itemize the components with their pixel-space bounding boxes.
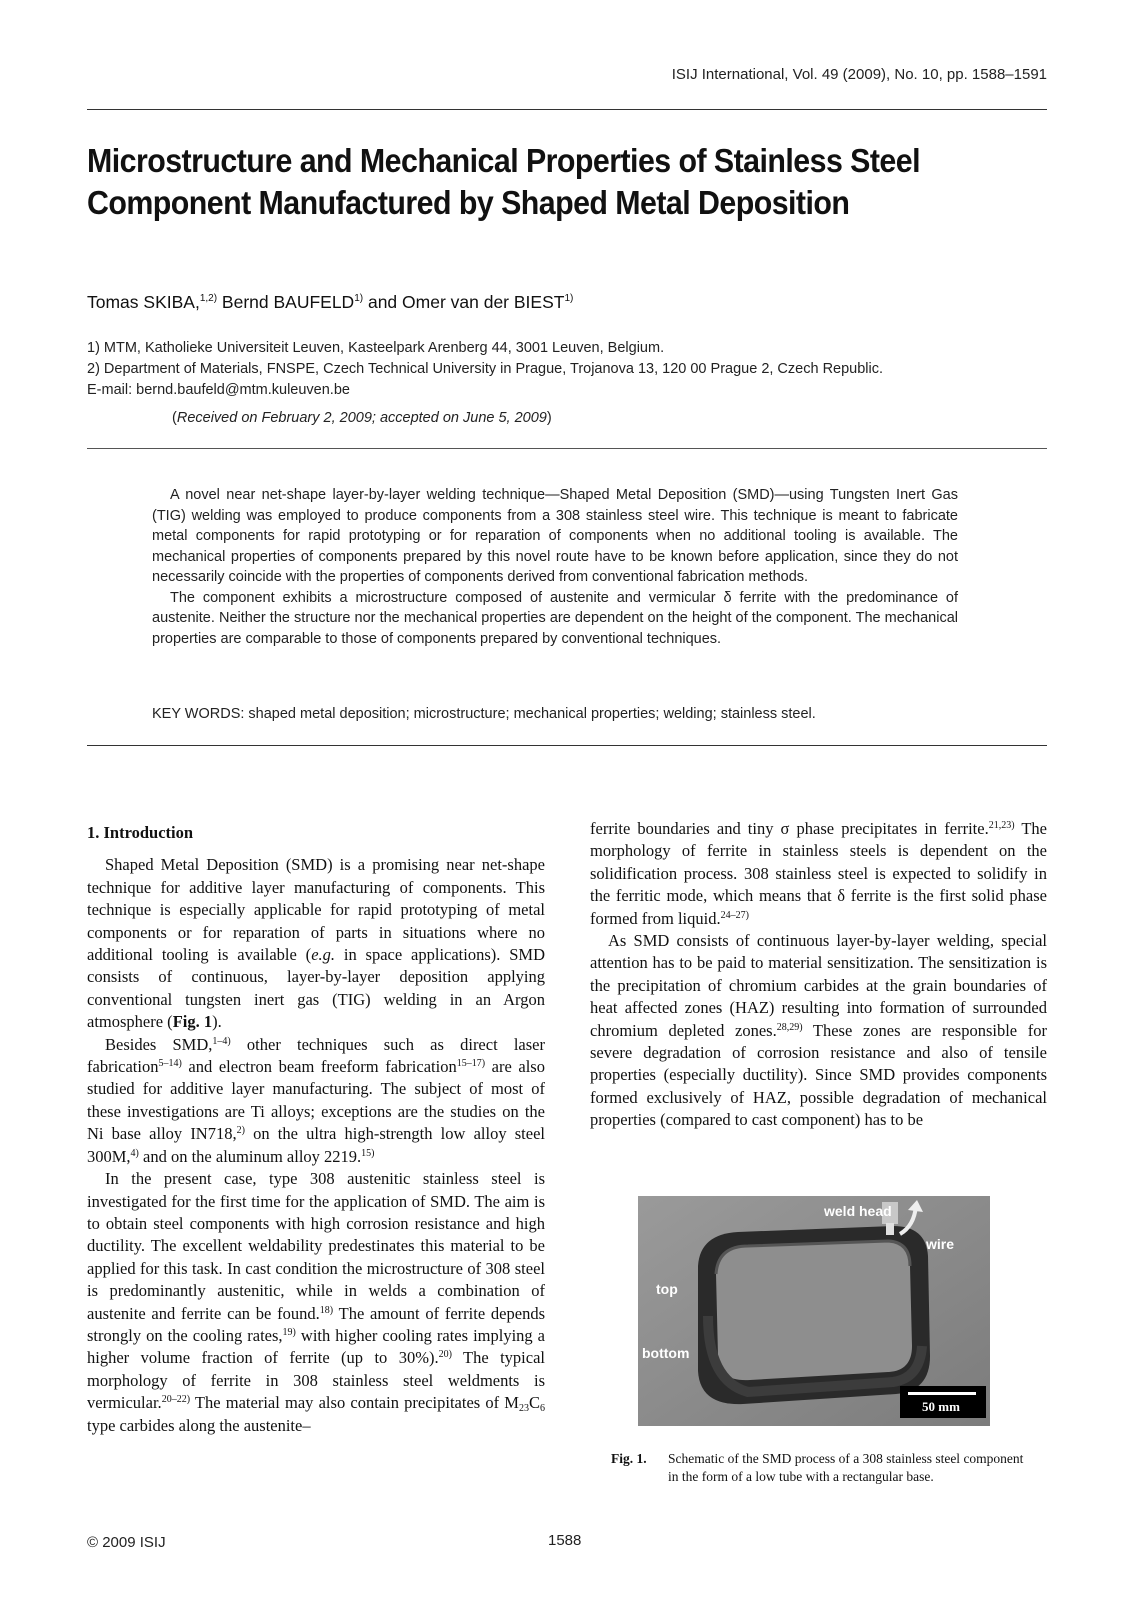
citation-ref: 15–17): [456, 1058, 486, 1070]
abstract-bottom-rule: [87, 745, 1047, 746]
citation-ref: 20–22): [161, 1394, 191, 1406]
citation-ref: 5–14): [158, 1058, 182, 1070]
intro-paragraph-3: [87, 1168, 545, 1437]
text-run: are also studied for additive layer manufacturing. The subject of most of these investigations are Ti alloys; exceptions are the studies on the Ni base alloy IN718,: [87, 1057, 545, 1144]
figure-reference: Fig. 1: [172, 1012, 213, 1032]
right-column: [590, 818, 1047, 1132]
label-wire: wire: [926, 1236, 955, 1252]
title-line-2: Component Manufactured by Shaped Metal Deposition: [87, 184, 850, 221]
text-run: other techniques such as direct laser fabrication: [87, 1034, 545, 1077]
author-3: and Omer van der BIEST: [363, 292, 565, 312]
author-3-affil: 1): [564, 293, 574, 304]
copyright-notice: © 2009 ISIJ: [87, 1534, 166, 1551]
affiliation-2: 2) Department of Materials, FNSPE, Czech Technical University in Prague, Trojanova 13, 120 00 Prague 2, Czech Republic.: [87, 361, 884, 377]
citation-ref: 28,29): [776, 1021, 803, 1033]
text-run: and electron beam freeform fabrication: [181, 1057, 457, 1077]
text-run: Besides SMD,: [105, 1034, 213, 1054]
abstract-paragraph-1: A novel near net-shape layer-by-layer welding technique—Shaped Metal Deposition (SMD)—using Tungsten Inert Gas (TIG) welding was employed to produce components from a 308 stainless steel wire. This technique is meant to fabricate metal components for rapid prototyping or for reparation of components when no additional tooling is available. The mechanical properties of components prepared by this novel route have to be known before application, since they do not necessarily coincide with the properties of components derived from conventional fabrication methods.: [152, 487, 958, 585]
journal-citation: ISIJ International, Vol. 49 (2009), No. 10, pp. 1588–1591: [671, 66, 1047, 83]
text-run: C: [528, 1393, 540, 1413]
right-paragraph-2: [590, 930, 1047, 1132]
text-run: on the ultra high-strength low alloy steel 300M,: [87, 1124, 545, 1166]
title-line-1: Microstructure and Mechanical Properties of Stainless Steel: [87, 142, 920, 179]
tube-inner-floor: [716, 1241, 912, 1380]
affiliations: [87, 338, 1045, 401]
text-run-italic: e.g.: [311, 945, 336, 965]
text-run: ferrite boundaries and tiny σ phase precipitates in ferrite.: [590, 819, 989, 838]
received-text: Received on February 2, 2009; accepted on June 5, 2009: [176, 410, 547, 426]
figure-1-illustration: [638, 1196, 990, 1426]
citation-ref: 4): [130, 1147, 139, 1159]
citation-ref: 15): [361, 1147, 375, 1159]
subscript: 6: [540, 1403, 545, 1415]
text-run: These zones are responsible for severe degradation of corrosion resistance and also of tensile properties (especially ductility). Since SMD provides components formed exclusively of HAZ, possible degradation of mechanical properties (compared to cast component) has to be: [590, 1020, 1047, 1130]
text-run: type carbides along the austenite–: [87, 1415, 311, 1435]
abstract-top-rule: [87, 448, 1047, 449]
text-run: In the present case, type 308 austenitic stainless steel is investigated for the first time for the application of SMD. The aim is to obtain steel components with high corrosion resistance and high ductility. The excellent weldability predestinates this material to be applied for this task. In cast condition the microstructure of 308 steel is predominantly austenitic, while in welds a combination of austenite and ferrite can be found.: [87, 1169, 545, 1323]
right-paragraph-1: [590, 818, 1047, 930]
abstract-paragraph-2: The component exhibits a microstructure composed of austenite and vermicular δ ferrite with the predominance of austenite. Neither the structure nor the mechanical properties are dependent on the height of the component. The mechanical properties are comparable to those of components prepared by conventional techniques.: [152, 589, 958, 647]
text-run: ).: [212, 1012, 222, 1032]
label-bottom: bottom: [642, 1345, 690, 1361]
received-open-paren: (: [172, 410, 177, 426]
citation-ref: 19): [282, 1326, 296, 1338]
citation-ref: 18): [319, 1304, 334, 1316]
intro-paragraph-1: [87, 854, 545, 1033]
text-run: The amount of ferrite depends strongly on the cooling rates,: [87, 1303, 545, 1345]
citation-ref: 24–27): [720, 909, 749, 921]
intro-paragraph-2: [87, 1034, 545, 1168]
scale-bar: [908, 1392, 976, 1395]
author-2-affil: 1): [354, 293, 364, 304]
scale-bar-label: 50 mm: [922, 1399, 960, 1414]
text-run: The material may also contain precipitates of M: [190, 1393, 519, 1413]
label-weld-head: weld head: [824, 1203, 892, 1219]
figure-caption-text: Schematic of the SMD process of a 308 stainless steel component in the form of a low tube with a rectangular base.: [668, 1451, 1024, 1484]
paper-title: [87, 140, 970, 224]
figure-1-photo: [638, 1196, 990, 1426]
keywords: KEY WORDS: shaped metal deposition; microstructure; mechanical properties; welding; stainless steel.: [152, 706, 816, 722]
text-run: in space applications). SMD consists of continuous, layer-by-layer deposition applying conventional tungsten inert gas (TIG) welding in an Argon atmosphere (: [87, 945, 545, 1032]
citation-ref: 21,23): [988, 820, 1015, 831]
text-run: Shaped Metal Deposition (SMD) is a promising near net-shape technique for additive layer manufacturing of components. This technique is especially applicable for rapid prototyping of metal components or for reparation of parts in situations where no additional tooling is available (: [87, 855, 545, 965]
author-1-affil: 1,2): [199, 293, 218, 304]
citation-ref: 2): [236, 1125, 245, 1137]
author-list: [87, 292, 573, 313]
text-run: The morphology of ferrite in stainless steels is dependent on the solidification process. 308 stainless steel is expected to solidify in the ferritic mode, which means that δ ferrite is the first solid phase formed from liquid.: [590, 819, 1047, 928]
weld-head-tip: [886, 1223, 894, 1235]
header-rule: [87, 109, 1047, 110]
text-run: and on the aluminum alloy 2219.: [138, 1146, 362, 1166]
page-number: 1588: [548, 1532, 582, 1549]
contact-email: E-mail: bernd.baufeld@mtm.kuleuven.be: [87, 382, 350, 398]
subscript: 23: [518, 1403, 529, 1415]
citation-ref: 20): [438, 1349, 452, 1361]
received-dates: [172, 410, 552, 426]
abstract: [152, 485, 958, 649]
figure-caption-label: Fig. 1.: [611, 1451, 647, 1466]
received-close-paren: ): [546, 410, 552, 426]
text-run: The typical morphology of ferrite in 308 stainless steel weldments is vermicular.: [87, 1348, 545, 1413]
left-column: [87, 822, 545, 1437]
label-top: top: [656, 1281, 678, 1297]
text-run: As SMD consists of continuous layer-by-layer welding, special attention has to be paid to material sensitization. The sensitization is the precipitation of chromium carbides at the grain boundaries of heat affected zones (HAZ) resulting into formation of surrounded chromium depleted zones.: [590, 931, 1047, 1040]
figure-1-caption: [611, 1450, 1026, 1486]
citation-ref: 1–4): [212, 1035, 231, 1047]
affiliation-1: 1) MTM, Katholieke Universiteit Leuven, Kasteelpark Arenberg 44, 3001 Leuven, Belgium.: [87, 340, 665, 356]
section-heading-introduction: 1. Introduction: [87, 823, 194, 842]
author-1: Tomas SKIBA,: [87, 292, 200, 312]
text-run: with higher cooling rates implying a higher volume fraction of ferrite (up to 30%).: [87, 1325, 545, 1368]
author-2: Bernd BAUFELD: [217, 292, 355, 312]
